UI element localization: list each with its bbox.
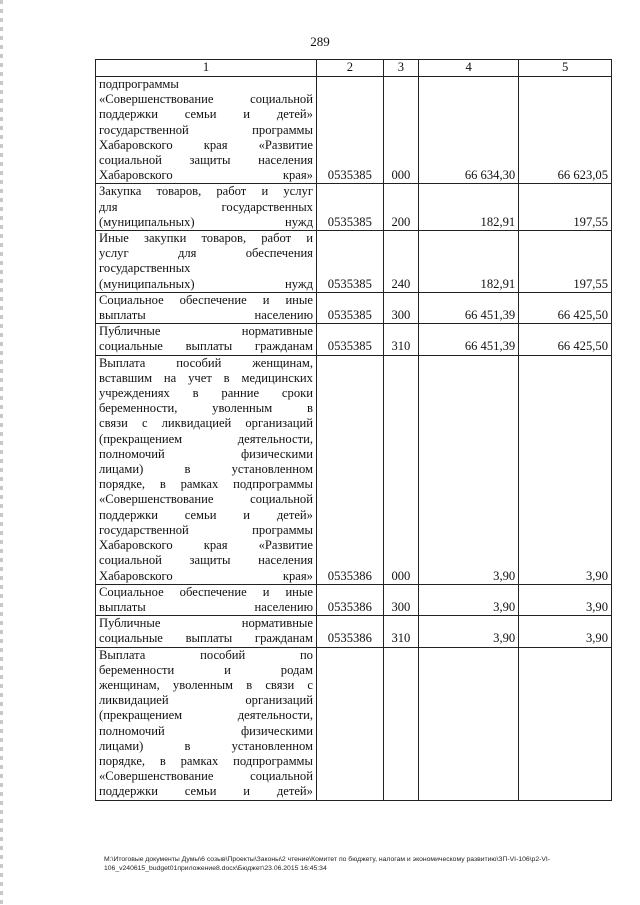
row-amount-2017: 3,90 xyxy=(519,584,612,615)
row-target-code: 0535385 xyxy=(316,184,383,231)
row-amount-2016 xyxy=(419,647,519,800)
description-line: Хабаровского края» xyxy=(99,568,313,583)
description-line: «Совершенствование социальной xyxy=(99,769,313,784)
table-row xyxy=(96,324,612,355)
row-expense-type: 300 xyxy=(383,292,418,323)
table-row xyxy=(96,584,612,615)
row-description xyxy=(96,184,317,231)
row-target-code: 0535385 xyxy=(316,324,383,355)
description-line: (прекращением деятельности, xyxy=(99,708,313,723)
description-line: поддержки семьи и детей» xyxy=(99,784,313,799)
description-line: государственной программы xyxy=(99,522,313,537)
description-line: «Совершенствование социальной xyxy=(99,492,313,507)
description-line: государственных xyxy=(99,261,191,276)
row-expense-type: 000 xyxy=(383,77,418,184)
row-target-code: 0535386 xyxy=(316,584,383,615)
table-row xyxy=(96,616,612,647)
description-line: подпрограммы xyxy=(99,77,179,91)
description-line: Выплата пособий по xyxy=(99,647,313,662)
row-amount-2016: 3,90 xyxy=(419,355,519,584)
row-amount-2016: 66 451,39 xyxy=(419,324,519,355)
footer-line: 106_v240615_budget01приложение8.docx\Бюджет\23.06.2015 16:45:34 xyxy=(104,865,327,872)
row-amount-2016: 182,91 xyxy=(419,184,519,231)
column-header: 5 xyxy=(519,60,612,77)
row-amount-2016: 3,90 xyxy=(419,584,519,615)
description-line: полномочий физическими xyxy=(99,446,313,461)
row-expense-type: 240 xyxy=(383,231,418,293)
description-line: Социальное обеспечение и иные xyxy=(99,292,313,307)
description-line: лицами) в установленном xyxy=(99,462,313,477)
description-line: для государственных xyxy=(99,199,313,214)
description-line: Хабаровского края» xyxy=(99,168,313,183)
row-description xyxy=(96,231,317,293)
row-amount-2017: 197,55 xyxy=(519,231,612,293)
description-line: порядке, в рамках подпрограммы xyxy=(99,477,313,492)
description-line: государственной программы xyxy=(99,122,313,137)
row-description xyxy=(96,355,317,584)
description-line: Публичные нормативные xyxy=(99,324,313,339)
row-amount-2016: 66 451,39 xyxy=(419,292,519,323)
description-line: Хабаровского края «Развитие xyxy=(99,137,313,152)
row-description xyxy=(96,292,317,323)
table-row xyxy=(96,77,612,184)
column-header: 1 xyxy=(96,60,317,77)
row-amount-2017: 3,90 xyxy=(519,616,612,647)
description-line: женщинам, уволенным в связи с xyxy=(99,677,313,692)
description-line: (муниципальных) нужд xyxy=(99,214,313,229)
description-line: полномочий физическими xyxy=(99,723,313,738)
row-target-code: 0535385 xyxy=(316,292,383,323)
table-row xyxy=(96,647,612,800)
description-line: Закупка товаров, работ и услуг xyxy=(99,184,313,199)
row-target-code xyxy=(316,647,383,800)
description-line: учреждениях в ранние сроки xyxy=(99,386,313,401)
description-line: Хабаровского края «Развитие xyxy=(99,538,313,553)
file-path-footer xyxy=(104,855,614,873)
row-description xyxy=(96,77,317,184)
description-line: беременности, уволенным в xyxy=(99,401,313,416)
row-amount-2017: 66 425,50 xyxy=(519,324,612,355)
budget-table xyxy=(95,59,612,801)
table-row xyxy=(96,292,612,323)
description-line: Публичные нормативные xyxy=(99,616,313,631)
row-amount-2016: 66 634,30 xyxy=(419,77,519,184)
description-line: выплаты населению xyxy=(99,308,313,323)
row-description xyxy=(96,324,317,355)
row-expense-type: 000 xyxy=(383,355,418,584)
row-expense-type: 310 xyxy=(383,324,418,355)
description-line: порядке, в рамках подпрограммы xyxy=(99,753,313,768)
description-line: поддержки семьи и детей» xyxy=(99,107,313,122)
row-expense-type: 200 xyxy=(383,184,418,231)
footer-line: M:\Итоговые документы Думы\6 созыв\Проекты\Законы\2 чтение\Комитет по бюджету, налогам и экономическому развитию\ЗП-VI-106\р2-VI- xyxy=(104,856,551,863)
description-line: выплаты населению xyxy=(99,599,313,614)
row-amount-2016: 3,90 xyxy=(419,616,519,647)
row-amount-2017: 66 623,05 xyxy=(519,77,612,184)
page-number: 289 xyxy=(310,34,330,49)
row-target-code: 0535386 xyxy=(316,355,383,584)
row-description xyxy=(96,647,317,800)
description-line: беременности и родам xyxy=(99,662,313,677)
scan-edge xyxy=(0,0,3,905)
description-line: лицами) в установленном xyxy=(99,738,313,753)
row-description xyxy=(96,584,317,615)
row-amount-2017: 3,90 xyxy=(519,355,612,584)
description-line: Социальное обеспечение и иные xyxy=(99,584,313,599)
row-expense-type: 310 xyxy=(383,616,418,647)
column-header: 3 xyxy=(383,60,418,77)
row-expense-type: 300 xyxy=(383,584,418,615)
row-amount-2016: 182,91 xyxy=(419,231,519,293)
row-expense-type xyxy=(383,647,418,800)
description-line: социальные выплаты гражданам xyxy=(99,631,313,646)
description-line: Иные закупки товаров, работ и xyxy=(99,231,313,246)
description-line: ликвидацией организаций xyxy=(99,693,313,708)
description-line: вставшим на учет в медицинских xyxy=(99,370,313,385)
row-target-code: 0535386 xyxy=(316,616,383,647)
column-header: 2 xyxy=(316,60,383,77)
row-description xyxy=(96,616,317,647)
description-line: услуг для обеспечения xyxy=(99,246,313,261)
description-line: социальной защиты населения xyxy=(99,553,313,568)
table-row xyxy=(96,184,612,231)
row-target-code: 0535385 xyxy=(316,231,383,293)
description-line: социальные выплаты гражданам xyxy=(99,339,313,354)
description-line: (прекращением деятельности, xyxy=(99,431,313,446)
description-line: Выплата пособий женщинам, xyxy=(99,355,313,370)
description-line: (муниципальных) нужд xyxy=(99,276,313,291)
description-line: «Совершенствование социальной xyxy=(99,92,313,107)
description-line: социальной защиты населения xyxy=(99,153,313,168)
row-target-code: 0535385 xyxy=(316,77,383,184)
row-amount-2017 xyxy=(519,647,612,800)
table-row xyxy=(96,355,612,584)
row-amount-2017: 197,55 xyxy=(519,184,612,231)
row-amount-2017: 66 425,50 xyxy=(519,292,612,323)
description-line: связи с ликвидацией организаций xyxy=(99,416,313,431)
table-row xyxy=(96,231,612,293)
table-body xyxy=(96,77,612,801)
description-line: поддержки семьи и детей» xyxy=(99,507,313,522)
column-header: 4 xyxy=(419,60,519,77)
table-header-row xyxy=(96,60,612,77)
